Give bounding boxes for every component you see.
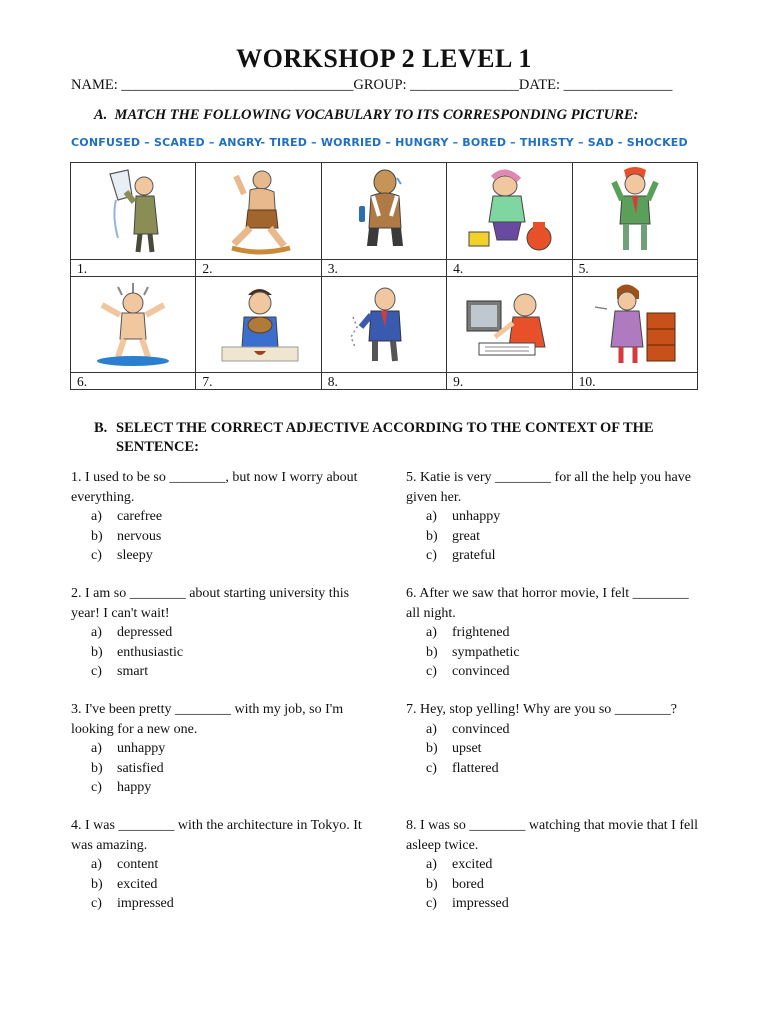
boy-eating-burger-icon [214,281,304,369]
picture-number[interactable]: 5. [572,260,697,277]
vocabulary-list: CONFUSED – SCARED – ANGRY- TIRED – WORRIED – HUNGRY – BORED – THIRSTY – SAD - SHOCKED [71,136,688,149]
answer-option[interactable]: a) content [91,857,159,872]
question-4 [71,816,371,914]
picture-number[interactable]: 10. [572,373,697,390]
question-6 [406,584,706,682]
picture-cell [71,277,196,373]
answer-option[interactable]: a) convinced [426,721,510,737]
answer-option[interactable]: c) smart [91,664,149,679]
answer-option[interactable]: c) sleepy [91,548,153,563]
answer-option[interactable]: b) upset [426,741,482,756]
answer-option[interactable]: b) enthusiastic [91,644,184,660]
question-3 [71,700,371,798]
caveman-icon [214,166,304,256]
picture-number[interactable]: 4. [447,260,572,277]
name-label: NAME: [71,77,118,93]
answer-option[interactable]: c) happy [91,780,152,795]
section-a-label: A. [94,107,108,123]
shocked-surfer-icon [88,281,178,369]
answer-option[interactable]: a) depressed [91,625,173,640]
picture-number[interactable]: 1. [71,260,196,277]
answer-option[interactable]: b) sympathetic [426,644,520,660]
picture-cell [196,163,321,260]
sweating-man-icon [339,166,429,256]
answer-option[interactable]: a) unhappy [426,509,501,524]
answer-option[interactable]: b) satisfied [91,760,164,776]
picture-cell [321,277,446,373]
name-blank[interactable]: ________________________________ [121,77,354,93]
question-stem: 1. I used to be so ________, but now I worry about everything. [71,470,358,505]
answer-option[interactable]: a) unhappy [91,741,166,756]
section-b-heading [94,419,694,457]
date-blank[interactable]: _______________ [563,77,673,93]
picture-cell [321,163,446,260]
confused-man-icon [339,281,429,369]
question-stem: 3. I've been pretty ________ with my job, so I'm looking for a new one. [71,702,344,737]
picture-cell [572,163,697,260]
section-b-instruction: SELECT THE CORRECT ADJECTIVE ACCORDING TO THE CONTEXT OF THE SENTENCE: [116,420,654,455]
answer-option[interactable]: b) nervous [91,528,162,544]
answer-option[interactable]: b) bored [426,876,484,892]
header-fields-line [71,77,672,94]
question-5 [406,468,706,566]
section-b-label: B. [94,420,108,436]
answer-option[interactable]: c) impressed [91,896,174,911]
section-a-instruction: MATCH THE FOLLOWING VOCABULARY TO ITS CORRESPONDING PICTURE: [114,107,639,123]
picture-number[interactable]: 6. [71,373,196,390]
tired-woman-cleaning-icon [459,166,559,256]
question-8 [406,816,706,914]
thirsty-man-drinking-icon [88,166,178,256]
question-2 [71,584,371,682]
picture-number[interactable]: 2. [196,260,321,277]
answer-option[interactable]: c) convinced [426,664,510,679]
question-stem: 5. Katie is very ________ for all the help you have given her. [406,470,691,505]
picture-number[interactable]: 7. [196,373,321,390]
answer-option[interactable]: a) carefree [91,509,163,524]
group-label: GROUP: [353,77,407,93]
answer-option[interactable]: b) great [426,528,480,544]
question-stem: 8. I was so ________ watching that movie that I fell asleep twice. [406,818,698,853]
date-label: DATE: [518,77,561,93]
question-stem: 7. Hey, stop yelling! Why are you so ________? [406,702,678,717]
question-stem: 6. After we saw that horror movie, I felt ________ all night. [406,586,689,621]
picture-cell [447,277,572,373]
question-stem: 2. I am so ________ about starting university this year! I can't wait! [71,586,350,621]
picture-cell [196,277,321,373]
page-title: WORKSHOP 2 LEVEL 1 [236,44,532,73]
picture-cell [447,163,572,260]
picture-grid [70,162,698,390]
picture-cell [572,277,697,373]
picture-number[interactable]: 8. [321,373,446,390]
man-at-computer-icon [459,281,559,369]
answer-option[interactable]: a) frightened [426,625,510,640]
question-7 [406,700,706,778]
scared-man-icon [590,166,680,256]
group-blank[interactable]: _______________ [410,77,519,93]
picture-cell [71,163,196,260]
question-1 [71,468,371,566]
answer-option[interactable]: a) excited [426,857,493,872]
answer-option[interactable]: b) excited [91,876,158,892]
answer-option[interactable]: c) grateful [426,548,496,563]
picture-number[interactable]: 9. [447,373,572,390]
section-a-heading [94,107,638,124]
picture-number[interactable]: 3. [321,260,446,277]
woman-with-dresser-icon [585,281,685,369]
answer-option[interactable]: c) flattered [426,760,499,776]
question-stem: 4. I was ________ with the architecture in Tokyo. It was amazing. [71,818,362,853]
answer-option[interactable]: c) impressed [426,896,509,911]
